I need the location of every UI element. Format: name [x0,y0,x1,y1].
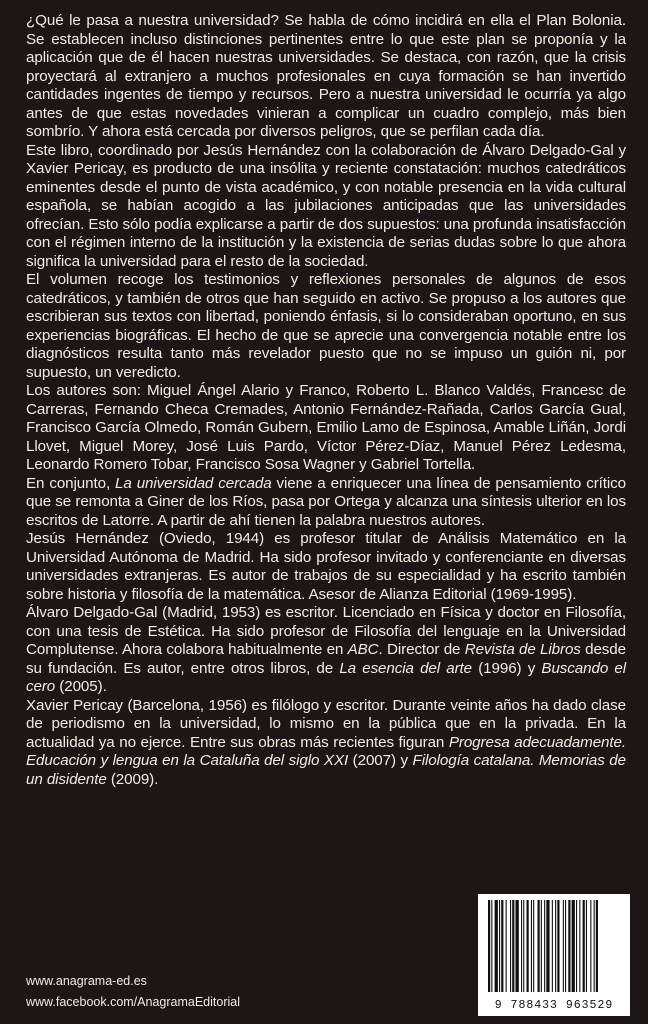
paragraph [26,530,626,604]
barcode-bar [586,900,587,992]
barcode-bar [555,900,556,992]
barcode-bar [495,900,498,992]
italic-title: Buscando el cero [26,659,626,695]
paragraph [26,142,626,272]
barcode-bar [590,900,591,992]
text-run: Jesús Hernández (Oviedo, 1944) es profesor titular de Análisis Matemático en la Universidad Autónoma de Madrid. Ha sido profesor invitado y conferenciante en diversas universidades extranjeras. Es autor de trabajos de su especialidad y ha escrito también sobre historia y filosofía de la matemática. Asesor de Alianza Editorial (1969-1995). [26,530,626,603]
barcode-bar [546,900,549,992]
italic-title: Filología catalana. Memorias de un disidente [26,752,626,788]
barcode-bar [541,900,542,992]
barcode-bar [531,900,532,992]
text-run: desde su fundación. Es autor, entre otros libros, de [26,641,626,677]
barcode-bar [552,900,553,992]
barcode-bar [501,900,503,992]
italic-title: Progresa adecuadamente. Educación y lengua en la Cataluña del siglo XXI [26,733,626,769]
barcode-bar [579,900,580,992]
barcode-bar [521,900,522,992]
barcode-bar [576,900,577,992]
paragraph [26,382,626,475]
text-run: viene a enriquecer una línea de pensamiento crítico que se remonta a Giner de los Ríos, pasa por Ortega y alcanza una síntesis ulterior en los escritos de Latorre. A partir de ahí tienen la palabra nuestros autores. [26,474,627,529]
text-run: ¿Qué le pasa a nuestra universidad? Se habla de cómo incidirá en ella el Plan Bolonia. Se establecen incluso distinciones pertinentes entre lo que este plan se proponía y la aplicación que de él hacen nuestras universidades. Se destaca, con razón, que la crisis proyectará al extranjero a muchos profesionales en cuya formación se han invertido cantidades ingentes de tiempo y recursos. Pero a nuestra universidad le ocurría ya algo antes de que estas novedades vinieran a complicar un cuadro complejo, más bien sombrío. Y ahora está cercada por diversos peligros, que se perfilan cada día. [26,12,626,140]
barcode-bar [565,900,566,992]
barcode-bar [563,900,564,992]
barcode-bar [491,900,492,992]
barcode-bar [499,900,500,992]
text-run: Los autores son: Miguel Ángel Alario y Franco, Roberto L. Blanco Valdés, Francesc de Carreras, Fernando Checa Cremades, Antonio Fernández-Rañada, Carlos García Gual, Francisco García Olmedo, Román Gubern, Emilio Lamo de Espinosa, Amable Liñán, Jordi Llovet, Miguel Morey, José Luis Pardo, Víctor Pérez-Díaz, Manuel Pérez Ledesma, Leonardo Romero Tobar, Francisco Sosa Wagner y Gabriel Tortella. [26,382,626,473]
barcode [478,894,630,1016]
barcode-bar [512,900,514,992]
paragraph [26,475,626,531]
barcode-bar [506,900,507,992]
text-run: (2005). [55,678,107,695]
text-run: En conjunto, [26,474,116,492]
barcode-bar [557,900,559,992]
barcode-bar [523,900,524,992]
isbn-digits: 9 788433 963529 [494,999,614,1012]
text-run: Álvaro Delgado-Gal (Madrid, 1953) es escritor. Licenciado en Física y doctor en Filosofía, con una tesis de Estética. Ha sido profesor de Filosofía del lenguaje en la Universidad Complutense. Ahora colabora habitualmente en [26,604,626,658]
paragraph [26,271,626,382]
text-run: (1996) y [472,659,542,677]
barcode-bar [533,900,534,992]
barcode-bar [510,900,511,992]
paragraph [26,697,626,790]
barcode-bar [538,900,540,992]
barcode-bar [527,900,529,992]
barcode-bar [572,900,575,992]
italic-title: Revista de Libros [464,641,581,658]
italic-title: La universidad cercada [115,474,272,492]
text-run: . Director de [378,641,465,658]
text-run: (2007) y [348,752,413,769]
paragraph [26,12,626,142]
italic-title: La esencia del arte [339,659,473,677]
barcode-bars [488,900,620,992]
barcode-bar [583,900,585,992]
body-text [26,12,626,789]
barcode-bar [488,900,490,992]
barcode-bar [594,900,595,992]
facebook-url[interactable]: www.facebook.com/AnagramaEditorial [26,995,240,1009]
italic-title: ABC [347,641,379,658]
text-run: Xavier Pericay (Barcelona, 1956) es filólogo y escritor. Durante veinte años ha dado clase de periodismo en la universidad, lo mismo en la pública que en la privada. En la actualidad ya no ejerce. Entre sus obras más recientes figuran [26,696,626,751]
text-run: El volumen recoge los testimonios y reflexiones personales de algunos de esos catedráticos, y también de otros que han seguido en activo. Se propuso a los autores que escribieran sus textos con libertad, poniendo énfasis, si lo consideraban oportuno, en sus experiencias biográficas. El hecho de que se aprecie una convergencia notable entre los diagnósticos resulta tanto más revelador puesto que no se impuso un guión ni, por supuesto, un veredicto. [26,271,626,381]
barcode-bar [568,900,570,992]
barcode-bar [544,900,545,992]
barcode-bar [516,900,519,992]
barcode-bar [596,900,598,992]
paragraph [26,604,626,697]
text-run: Este libro, coordinado por Jesús Hernández con la colaboración de Álvaro Delgado-Gal y Xavier Pericay, es producto de una insólita y reciente constatación: muchos catedráticos eminentes desde el punto de vista académico, y con notable presencia en la vida cultural española, se habían acogido a las jubilaciones anticipadas que las universidades ofrecían. Esto sólo podía explicarse a partir de dos supuestos: una profunda insatisfacción con el régimen interno de la institución y la existencia de serias dudas sobre lo que ahora significa la universidad para el resto de la sociedad. [26,141,626,270]
text-run: (2009). [106,770,159,788]
website-url[interactable]: www.anagrama-ed.es [26,974,147,988]
